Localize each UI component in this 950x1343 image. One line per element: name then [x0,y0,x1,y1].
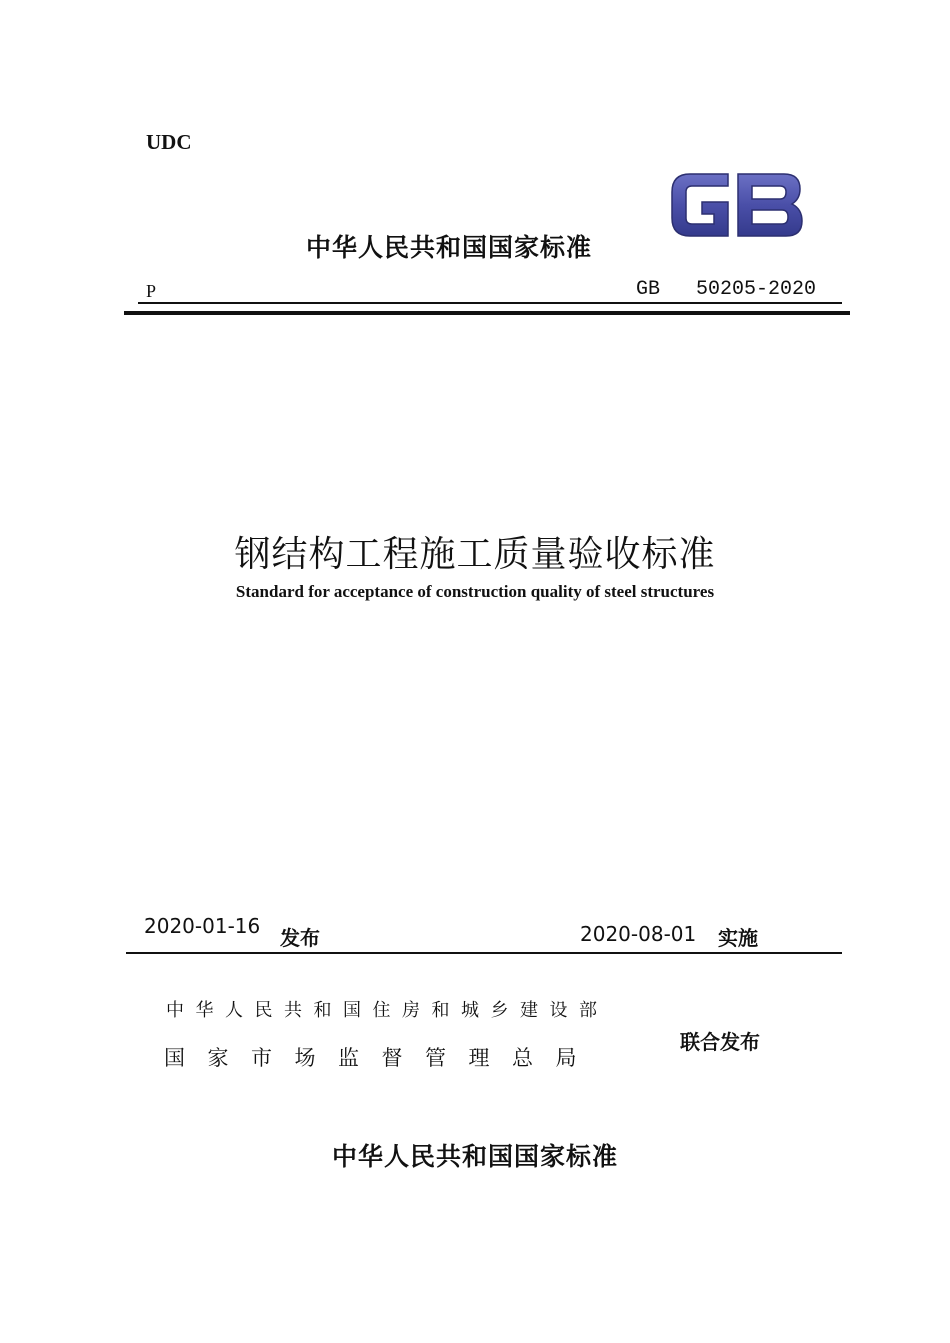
joint-issue-label: 联合发布 [680,1030,760,1054]
gb-logo-icon [668,168,804,242]
dates-divider [126,952,842,954]
header-divider-thick [124,311,850,315]
udc-label: UDC [146,130,192,154]
issue-label: 发布 [280,926,320,950]
issuer-administration: 国家市场监督管理总局 [164,1046,599,1070]
document-title-english: Standard for acceptance of construction quality of steel structures [235,582,715,601]
national-standard-heading: 中华人民共和国国家标准 [306,233,593,262]
effective-date: 2020-08-01 [580,922,697,946]
issuer-ministry: 中华人民共和国住房和城乡建设部 [166,1000,609,1021]
effective-label: 实施 [718,926,758,950]
category-code: P [146,281,157,301]
standard-number: GB 50205-2020 [636,278,817,301]
header-divider-thin [138,302,842,304]
document-title-chinese: 钢结构工程施工质量验收标准 [234,534,716,575]
issue-date: 2020-01-16 [144,914,261,938]
footer-publisher: 中华人民共和国国家标准 [331,1142,618,1171]
